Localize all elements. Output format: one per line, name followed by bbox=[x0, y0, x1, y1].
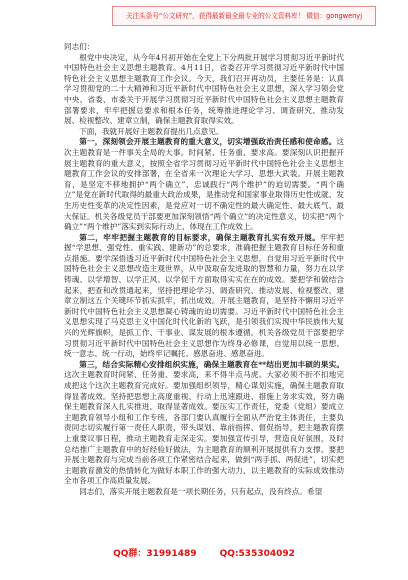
greeting: 同志们： bbox=[64, 42, 95, 51]
header-banner: 关注头条号“公文研究”，获得最新最全最专业的公文资料库！ 微信：gongwenyj bbox=[112, 6, 376, 26]
qq-text: QQ:535304092 bbox=[219, 549, 295, 559]
paragraph bbox=[64, 53, 344, 127]
qq-group-text: QQ群：31991489 bbox=[113, 549, 197, 559]
section-heading: 第一，深刻领会开展主题教育的重大意义，切实增强政治责任感和使命感。 bbox=[79, 137, 337, 147]
footer-contact bbox=[0, 546, 408, 559]
paragraph bbox=[64, 487, 344, 498]
paragraph-text: 根党中央决定，从今年4月初开始在全党上下分两批开展学习贯彻习近平新时代中国特色社会主义思想主题教育。4月11日，省委召开学习贯彻习近平新时代中国特色社会主义思想主题教育工作会议。今天，我们召开再动员，主要任务是：认真学习贯彻党的二十大精神和习近平新时代中国特色社会主义思想，深入学习领会党中央、省委、市委关于开展学习贯彻习近平新时代中国特色社会主义思想主题教育部署要求，牢牢把握总要求和根本任务，统筹推进理论学习、调查研究、推动发展、检视整改、建章立制，确保主题教育取得实效。 bbox=[64, 52, 344, 126]
document-body bbox=[64, 42, 344, 527]
paragraph bbox=[64, 127, 344, 138]
paragraph-text: 这次主题教育是一件事关全局的大事。时间紧、任务重、要求高。要深刻认识把握开展主题教育的重大意义，按照全省学习贯彻习近平新时代中国特色社会主义思想主题教育工作会议的安排部署，在全省来一次理论大学习、思想大武装。开展主题教育，是坚定不移地拥护“两个确立”、忠诚践行“两个维护”的迫切需要。“两个确立”是党在新时代取得的最重大政治成果，是推动党和国家事业取得历史性成就、发生历史性变革的决定性因素，是党应对一切不确定性的最大确定性、最大底气、最大保证。机关各级党员干部要更加深刻领悟“两个确立”的决定性意义，切实把“两个确立”“两个维护”落实到实际行动上、体现在工作成效上。 bbox=[64, 137, 344, 232]
paragraph bbox=[64, 233, 344, 360]
paragraph-text: 这次主题教育时间紧、任务重、要求高，来不得半点马虎。大家必须不折不扣地完成把这个这次主题教育完成好。要加强组织领导，精心谋划实施，确保主题教育取得显著成效。坚持把思想上高度重视、行动上迅速跟进、措施上务求实效，努力确保主题教育深入扎实推进，取得显著成效。要压实工作责任，党委（党组）要成立主题教育领导小组和工作专班，各部门要认真履行全面从严治党主体责任，主要负责同志切实履行第一责任人职责，带头谋划、靠前指挥、督促指导，把主题教育摆上重要议事日程，推动主题教育走深走实。要加强宣传引导，营造良好氛围，及时总结推广主题教育中的好经验好做法，为主题教育的顺利开展提供有力支撑。要把开展主题教育与完成当前各项工作紧密结合起来，做到“两手抓、两促进”，切实把主题教育激发的热情转化为做好本职工作的强大动力，以主题教育的实际成效推动全市各项工作高质量发展。 bbox=[64, 370, 344, 486]
section-heading: 第二，牢牢把握主题教育的目标要求，确保主题教育扎实有效开展。 bbox=[79, 232, 321, 242]
section-heading: 第三，结合实际精心安排组织实施，确保主题教育在**结出更加丰硕的果实。 bbox=[79, 359, 344, 369]
paragraph bbox=[64, 137, 344, 232]
paragraph bbox=[64, 360, 344, 487]
paragraph-text: 同志们，落实开展主题教育是一项长期任务，只有起点，没有终点。希望 bbox=[79, 486, 323, 496]
paragraph-text: 牢牢把握“学思想、强党性、重实践、建新功”的总要求，准确把握主题教育目标任务和重点措施。要学深悟透习近平新时代中国特色社会主义思想，自觉用习近平新时代中国特色社会主义思想改造主观世界，从中汲取奋发进取的智慧和力量，努力在以学铸魂、以学增智、以学正风、以学促干方面取得实实在在的成效。要把学和做结合起来，把查和改贯通起来，坚持把理论学习、调查研究、推动发展、检视整改、建章立制这五个关键环节抓实抓牢，抓出成效。开展主题教育，是坚持不懈用习近平新时代中国特色社会主义思想凝心铸魂的迫切需要。习近平新时代中国特色社会主义思想实现了马克思主义中国化时代化新的飞跃，是引领我们实现中华民族伟大复兴的光辉旗帜，是抓工作、干事业、谋发展的根本遵循。机关各级党员干部要把学习贯彻习近平新时代中国特色社会主义思想作为终身必修课，自觉用以统一思想、统一意志、统一行动，始终牢记嘱托、感恩奋进、感恩奋进。 bbox=[64, 232, 344, 359]
paragraph-text: 下面，我就开展好主题教育提出几点意见。 bbox=[79, 126, 224, 136]
